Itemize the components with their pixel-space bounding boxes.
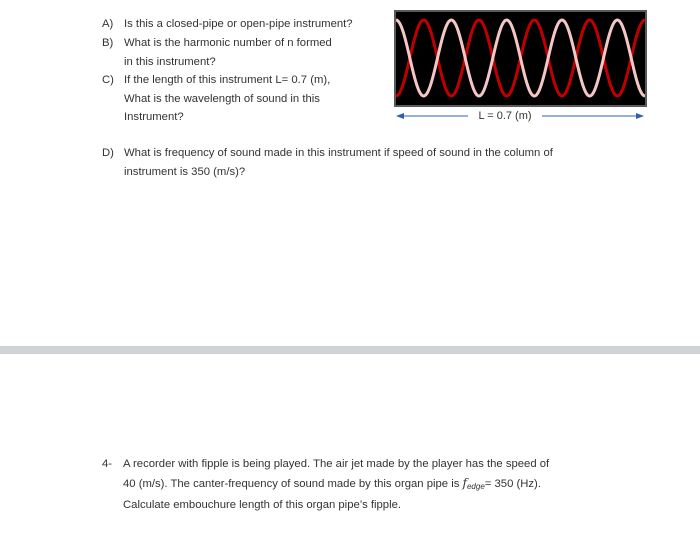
standing-wave-svg (396, 12, 645, 105)
question-d-line-2: instrument is 350 (m/s)? (124, 165, 246, 178)
length-arrow-right-head (636, 113, 644, 119)
question-b-line-1: What is the harmonic number of n formed (124, 37, 332, 49)
question-b-line-2: in this instrument? (124, 55, 216, 68)
problem-4-text (123, 455, 549, 515)
problem-4-line-2 (123, 474, 549, 497)
question-d-text (124, 144, 553, 181)
question-c-text (124, 71, 330, 127)
fedge-symbol: f (462, 475, 467, 490)
question-d-label: D) (102, 147, 114, 159)
length-arrow-left-head (396, 113, 404, 119)
section-divider (0, 346, 700, 354)
question-c-line-1: If the length of this instrument L= 0.7 (m), (124, 74, 331, 86)
standing-wave-figure (394, 10, 647, 107)
question-c-line-3: Instrument? (124, 111, 184, 123)
length-label: L = 0.7 (m) (468, 108, 542, 124)
fedge-subscript: edge (466, 481, 485, 491)
question-a-text: Is this a closed-pipe or open-pipe instrument? (124, 18, 353, 30)
question-a-label: A) (102, 18, 114, 30)
question-b-text (124, 34, 332, 71)
question-d-line-1: What is frequency of sound made in this instrument if speed of sound in the column of (124, 147, 553, 159)
question-b-label: B) (102, 37, 114, 49)
problem-4-line-2-start: 40 (m/s). The canter-frequency of sound made by this organ pipe is (123, 477, 463, 490)
question-c-label: C) (102, 74, 114, 86)
length-indicator (396, 108, 644, 124)
problem-4-line-1: A recorder with fipple is being played. The air jet made by the player has the speed of (123, 458, 550, 470)
problem-4-line-2-end: = 350 (Hz). (484, 477, 541, 490)
problem-4-line-3: Calculate embouchure length of this organ pipe’s fipple. (123, 499, 401, 511)
problem-4-label: 4- (102, 458, 113, 470)
standing-wave-pink-curve (396, 20, 645, 96)
question-c-line-2: What is the wavelength of sound in this (124, 92, 320, 105)
